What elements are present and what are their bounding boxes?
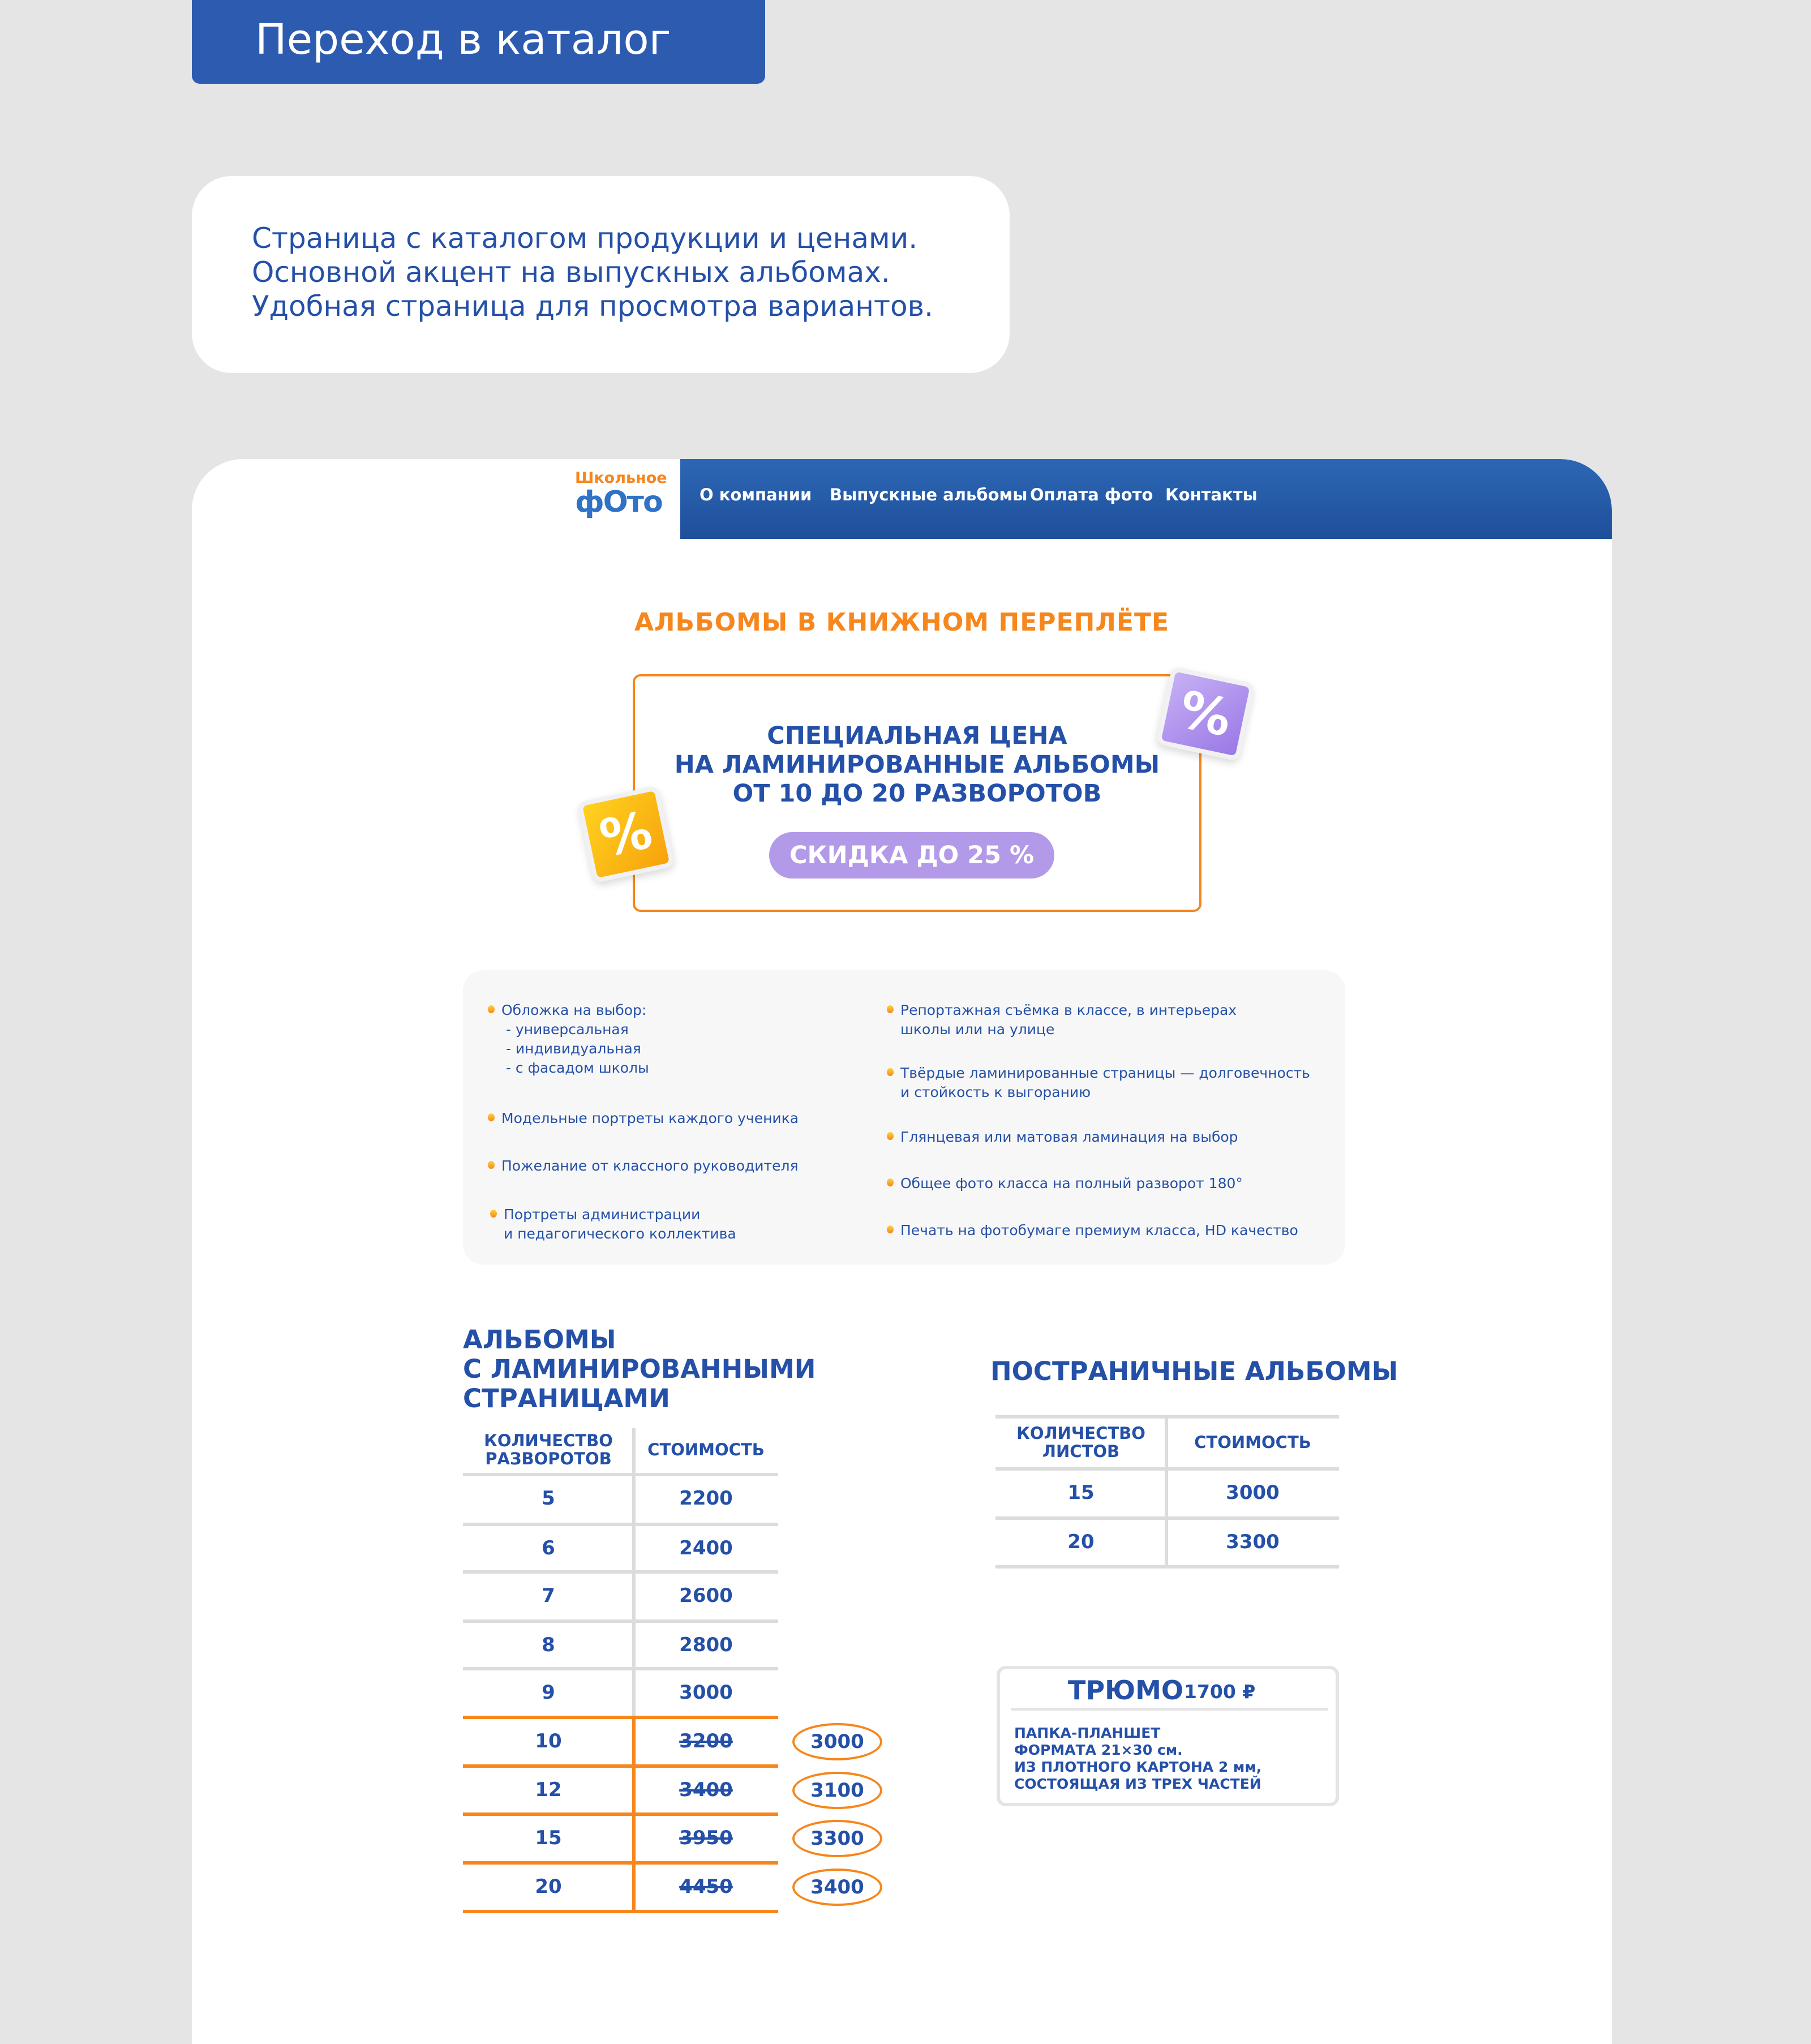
row-line [463, 1910, 778, 1913]
title-line: СТРАНИЦАМИ [463, 1383, 670, 1413]
row-line [463, 1570, 778, 1574]
row-line [463, 1812, 778, 1816]
old-price-cell: 3950 [679, 1827, 733, 1849]
row-line [463, 1861, 778, 1865]
nav-graduation-albums[interactable]: Выпускные альбомы [830, 485, 1028, 504]
sale-price-badge: 3400 [792, 1869, 882, 1906]
feature-item: Обложка на выбор: - универсальная - индивидуальная - с фасадом школы [501, 1001, 649, 1078]
qty-cell: 9 [542, 1681, 555, 1704]
old-price-cell: 3400 [679, 1779, 733, 1801]
old-price-cell: 3200 [679, 1730, 733, 1752]
feature-item: Печать на фотобумаге премиум класса, HD качество [900, 1221, 1298, 1240]
title-line: С ЛАМИНИРОВАННЫМИ [463, 1354, 816, 1384]
title-badge: Переход в каталог [192, 0, 765, 84]
row-line [463, 1764, 778, 1768]
logo-text-top: Школьное [575, 469, 667, 487]
qty-cell: 5 [542, 1487, 555, 1510]
header-qty: КОЛИЧЕСТВО ЛИСТОВ [1016, 1424, 1145, 1461]
feature-item: Модельные портреты каждого ученика [501, 1109, 799, 1128]
nav-photo-payment[interactable]: Оплата фото [1030, 485, 1153, 504]
promo-line: НА ЛАМИНИРОВАННЫЕ АЛЬБОМЫ [674, 751, 1160, 779]
title-line: АЛЬБОМЫ [463, 1325, 616, 1355]
percent-sticker-icon: % [577, 785, 675, 883]
nav-contacts[interactable]: Контакты [1165, 485, 1258, 504]
sale-price-badge: 3000 [792, 1723, 882, 1760]
row-line [995, 1516, 1339, 1520]
feature-item: Общее фото класса на полный разворот 180° [900, 1174, 1243, 1193]
catalog-page [192, 459, 1612, 2044]
desc-line: ФОРМАТА 21×30 см. [1014, 1742, 1183, 1758]
promo-box [633, 674, 1201, 912]
row-line [463, 1523, 778, 1526]
nav-bar [680, 459, 1612, 539]
description-card [192, 176, 1010, 373]
desc-line: ИЗ ПЛОТНОГО КАРТОНА 2 мм, [1014, 1759, 1262, 1775]
percent-sticker-icon: % [1156, 666, 1255, 761]
price-cell: 2400 [679, 1537, 733, 1559]
description-line: Удобная страница для просмотра вариантов. [252, 290, 933, 323]
row-line [995, 1467, 1339, 1471]
pagewise-title: ПОСТРАНИЧНЫЕ АЛЬБОМЫ [990, 1356, 1398, 1386]
section-title: АЛЬБОМЫ В КНИЖНОМ ПЕРЕПЛЁТЕ [634, 608, 1170, 637]
qty-cell: 20 [1067, 1531, 1095, 1553]
qty-cell: 20 [535, 1875, 562, 1898]
promo-line: ОТ 10 ДО 20 РАЗВОРОТОВ [732, 779, 1102, 808]
price-cell: 3000 [679, 1681, 733, 1704]
description-line: Страница с каталогом продукции и ценами. [252, 222, 918, 255]
row-line [463, 1667, 778, 1670]
pagewise-price-table [995, 1415, 1346, 1585]
sale-price-badge: 3100 [792, 1772, 882, 1809]
nav-about[interactable]: О компании [699, 485, 812, 504]
laminated-price-table [463, 1428, 893, 1899]
discount-pill: СКИДКА ДО 25 % [769, 832, 1054, 879]
old-price-cell: 4450 [679, 1875, 733, 1898]
sale-price-badge: 3300 [792, 1820, 882, 1857]
trumo-description [1014, 1725, 1261, 1793]
desc-line: СОСТОЯЩАЯ ИЗ ТРЕХ ЧАСТЕЙ [1014, 1776, 1261, 1792]
price-cell: 2200 [679, 1487, 733, 1510]
price-cell: 2800 [679, 1634, 733, 1656]
trumo-price: 1700 ₽ [1184, 1681, 1256, 1703]
trumo-card [997, 1666, 1339, 1806]
qty-cell: 8 [542, 1634, 555, 1656]
row-line [995, 1565, 1339, 1569]
price-cell: 3300 [1226, 1531, 1280, 1553]
logo[interactable] [575, 469, 666, 526]
description-line: Основной акцент на выпускных альбомах. [252, 256, 890, 289]
qty-cell: 10 [535, 1730, 562, 1752]
qty-cell: 15 [535, 1827, 562, 1849]
divider [632, 1428, 636, 1475]
price-cell: 3000 [1226, 1481, 1280, 1504]
feature-item: Портреты администрации и педагогического коллектива [504, 1205, 736, 1244]
laminated-title [463, 1325, 816, 1413]
promo-line: СПЕЦИАЛЬНАЯ ЦЕНА [767, 722, 1067, 750]
feature-item: Пожелание от классного руководителя [501, 1156, 799, 1176]
feature-item: Твёрдые ламинированные страницы — долговечность и стойкость к выгоранию [900, 1064, 1310, 1102]
header-price: СТОИМОСТЬ [647, 1440, 765, 1459]
header-qty: КОЛИЧЕСТВО РАЗВОРОТОВ [484, 1431, 613, 1468]
logo-text-bottom: фОто [575, 485, 662, 519]
row-line [463, 1473, 778, 1476]
qty-cell: 15 [1067, 1481, 1095, 1504]
header-price: СТОИМОСТЬ [1194, 1433, 1311, 1452]
row-line [463, 1619, 778, 1623]
trumo-name: ТРЮМО [1068, 1675, 1183, 1706]
qty-cell: 7 [542, 1584, 555, 1607]
qty-cell: 6 [542, 1537, 555, 1559]
row-line [463, 1716, 778, 1719]
feature-item: Глянцевая или матовая ламинация на выбор [900, 1128, 1238, 1147]
desc-line: ПАПКА-ПЛАНШЕТ [1014, 1725, 1161, 1741]
feature-item: Репортажная съёмка в классе, в интерьерах школы или на улице [900, 1001, 1237, 1039]
qty-cell: 12 [535, 1779, 562, 1801]
divider [1011, 1708, 1328, 1711]
price-cell: 2600 [679, 1584, 733, 1607]
features-panel [463, 970, 1345, 1265]
